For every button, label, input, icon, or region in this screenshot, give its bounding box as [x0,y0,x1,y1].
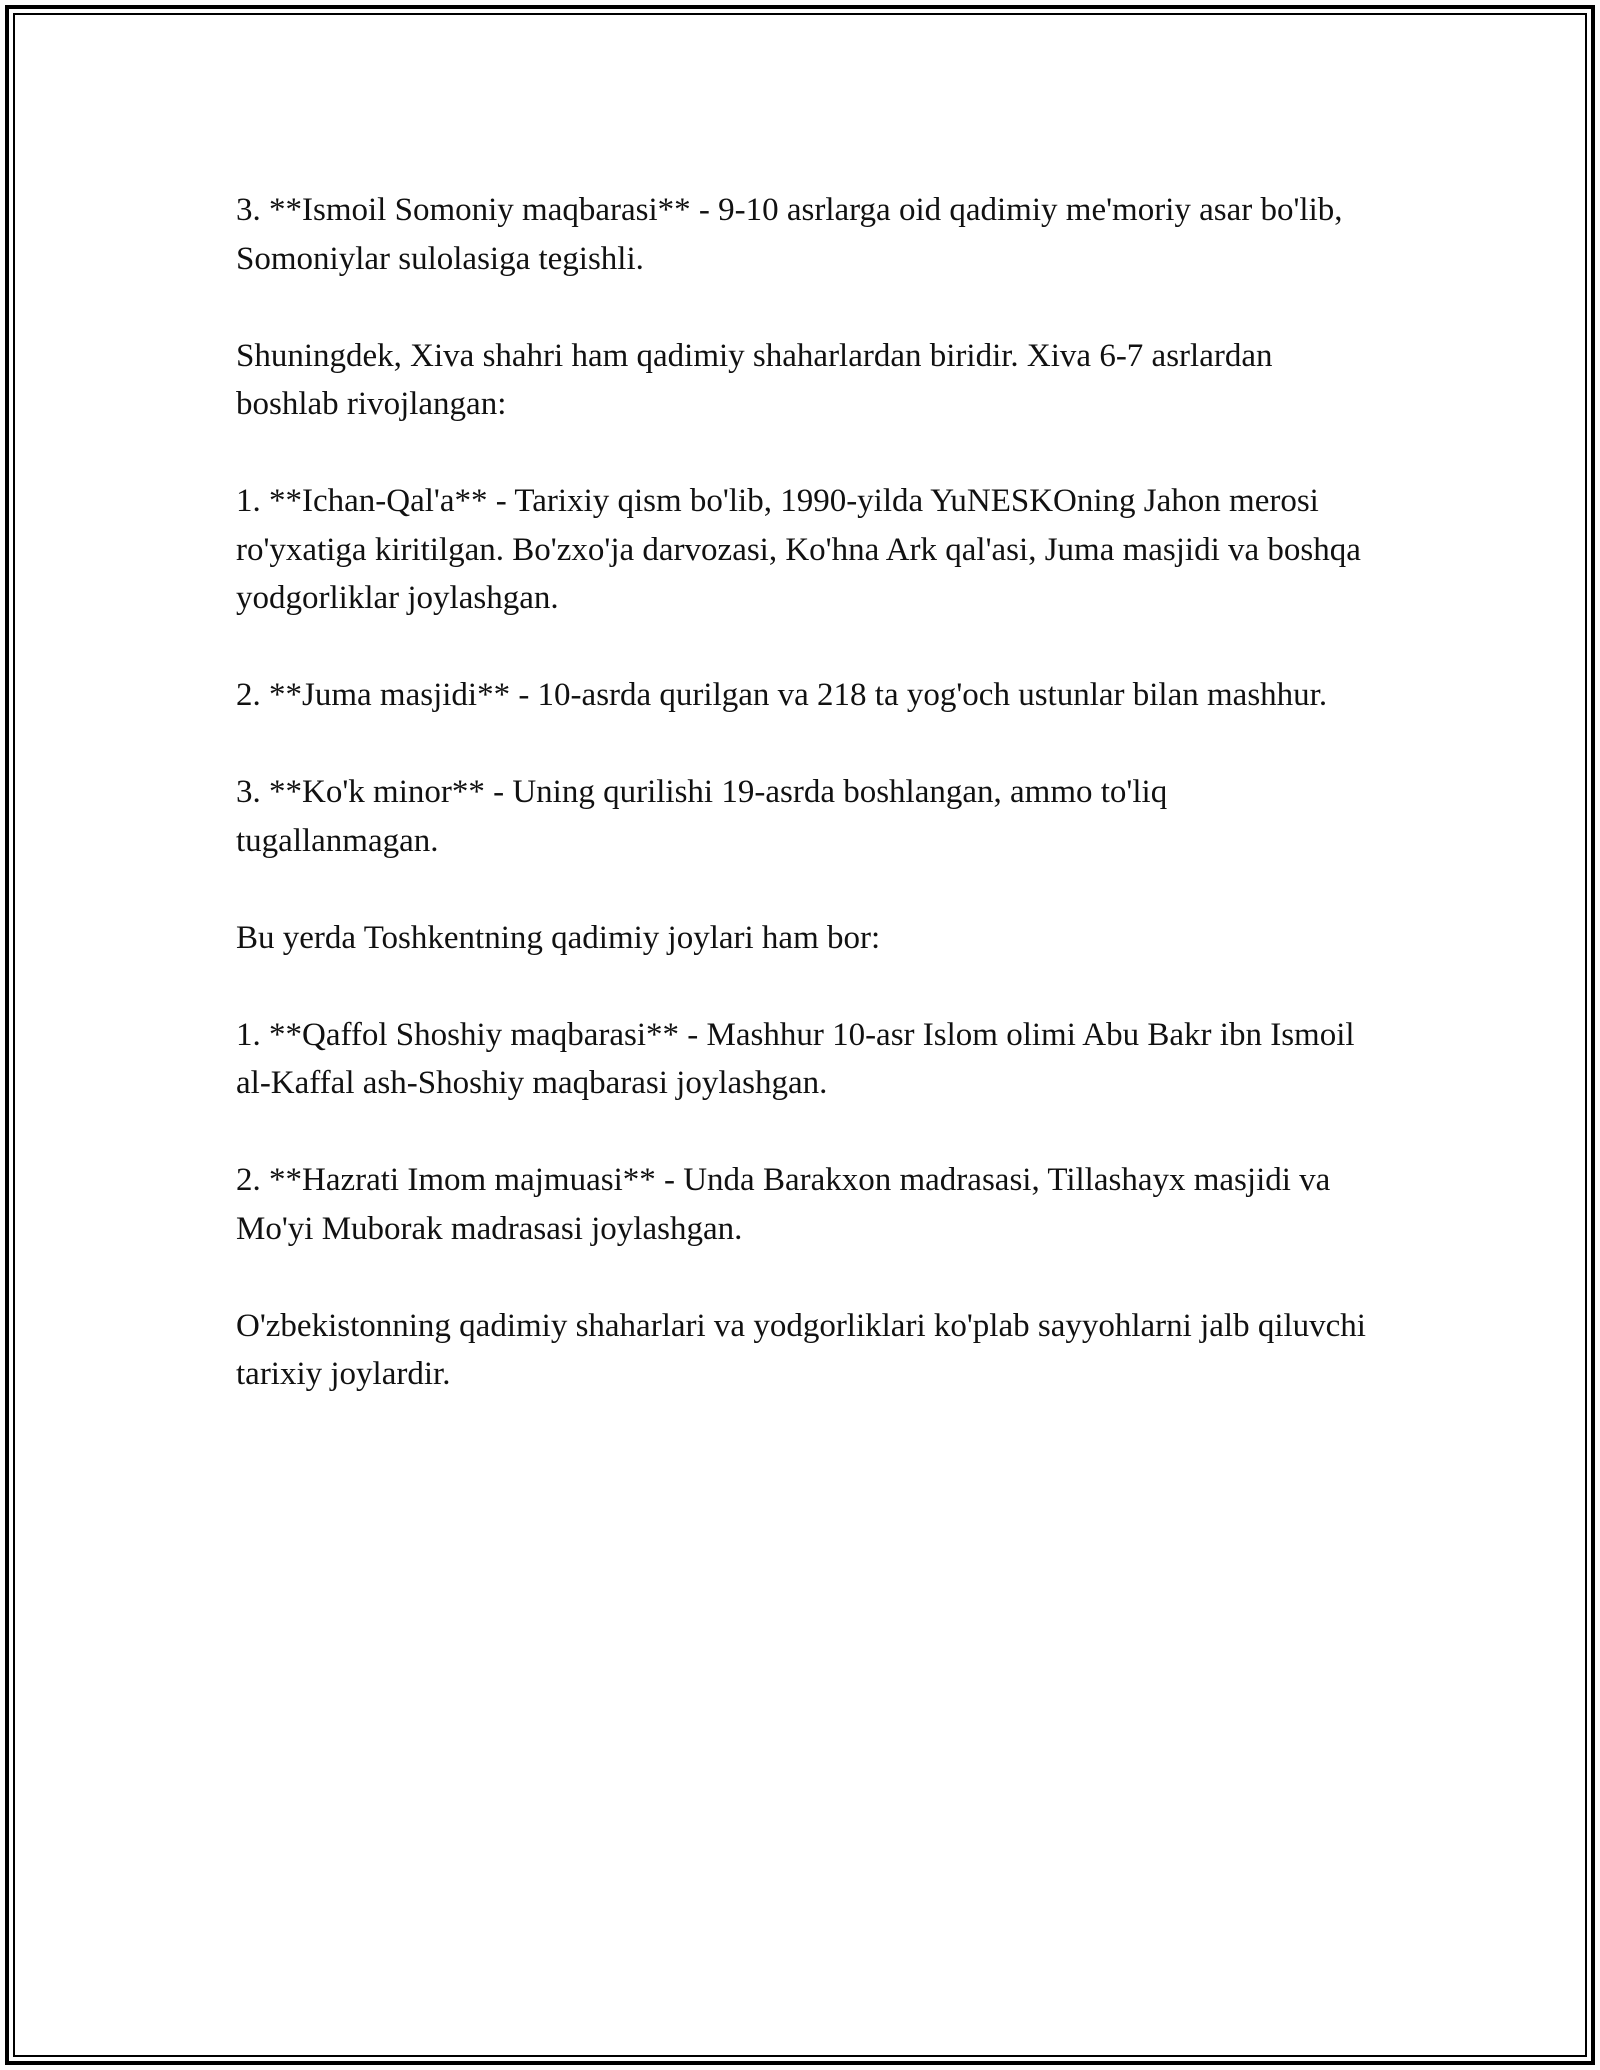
paragraph-ismoil-somoniy: 3. **Ismoil Somoniy maqbarasi** - 9-10 asrlarga oid qadimiy me'moriy asar bo'lib, Somoniylar sulolasiga tegishli. [236,192,1343,277]
paragraph-conclusion: O'zbekistonning qadimiy shaharlari va yodgorliklari ko'plab sayyohlarni jalb qiluvchi tarixiy joylardir. [236,1307,1366,1392]
paragraph-qaffol-shoshiy: 1. **Qaffol Shoshiy maqbarasi** - Mashhur 10-asr Islom olimi Abu Bakr ibn Ismoil al-Kaffal ash-Shoshiy maqbarasi joylashgan. [236,1016,1355,1101]
paragraph-hazrati-imom: 2. **Hazrati Imom majmuasi** - Unda Barakxon madrasasi, Tillashayx masjidi va Mo'yi Muborak madrasasi joylashgan. [236,1162,1331,1247]
paragraph-toshkent-intro: Bu yerda Toshkentning qadimiy joylari ham bor: [236,919,881,956]
paragraph-ichan-qala: 1. **Ichan-Qal'a** - Tarixiy qism bo'lib, 1990-yilda YuNESKOning Jahon merosi ro'yxatiga kiritilgan. Bo'zxo'ja darvozasi, Ko'hna Ark qal'asi, Juma masjidi va boshqa yodgorliklar joylashgan. [236,483,1361,616]
document-body [236,186,1376,1447]
paragraph-kok-minor: 3. **Ko'k minor** - Uning qurilishi 19-asrda boshlangan, ammo to'liq tugallanmagan. [236,774,1168,859]
paragraph-xiva-intro: Shuningdek, Xiva shahri ham qadimiy shaharlardan biridir. Xiva 6-7 asrlardan boshlab rivojlangan: [236,337,1273,422]
paragraph-juma-masjidi: 2. **Juma masjidi** - 10-asrda qurilgan va 218 ta yog'och ustunlar bilan mashhur. [236,677,1328,713]
